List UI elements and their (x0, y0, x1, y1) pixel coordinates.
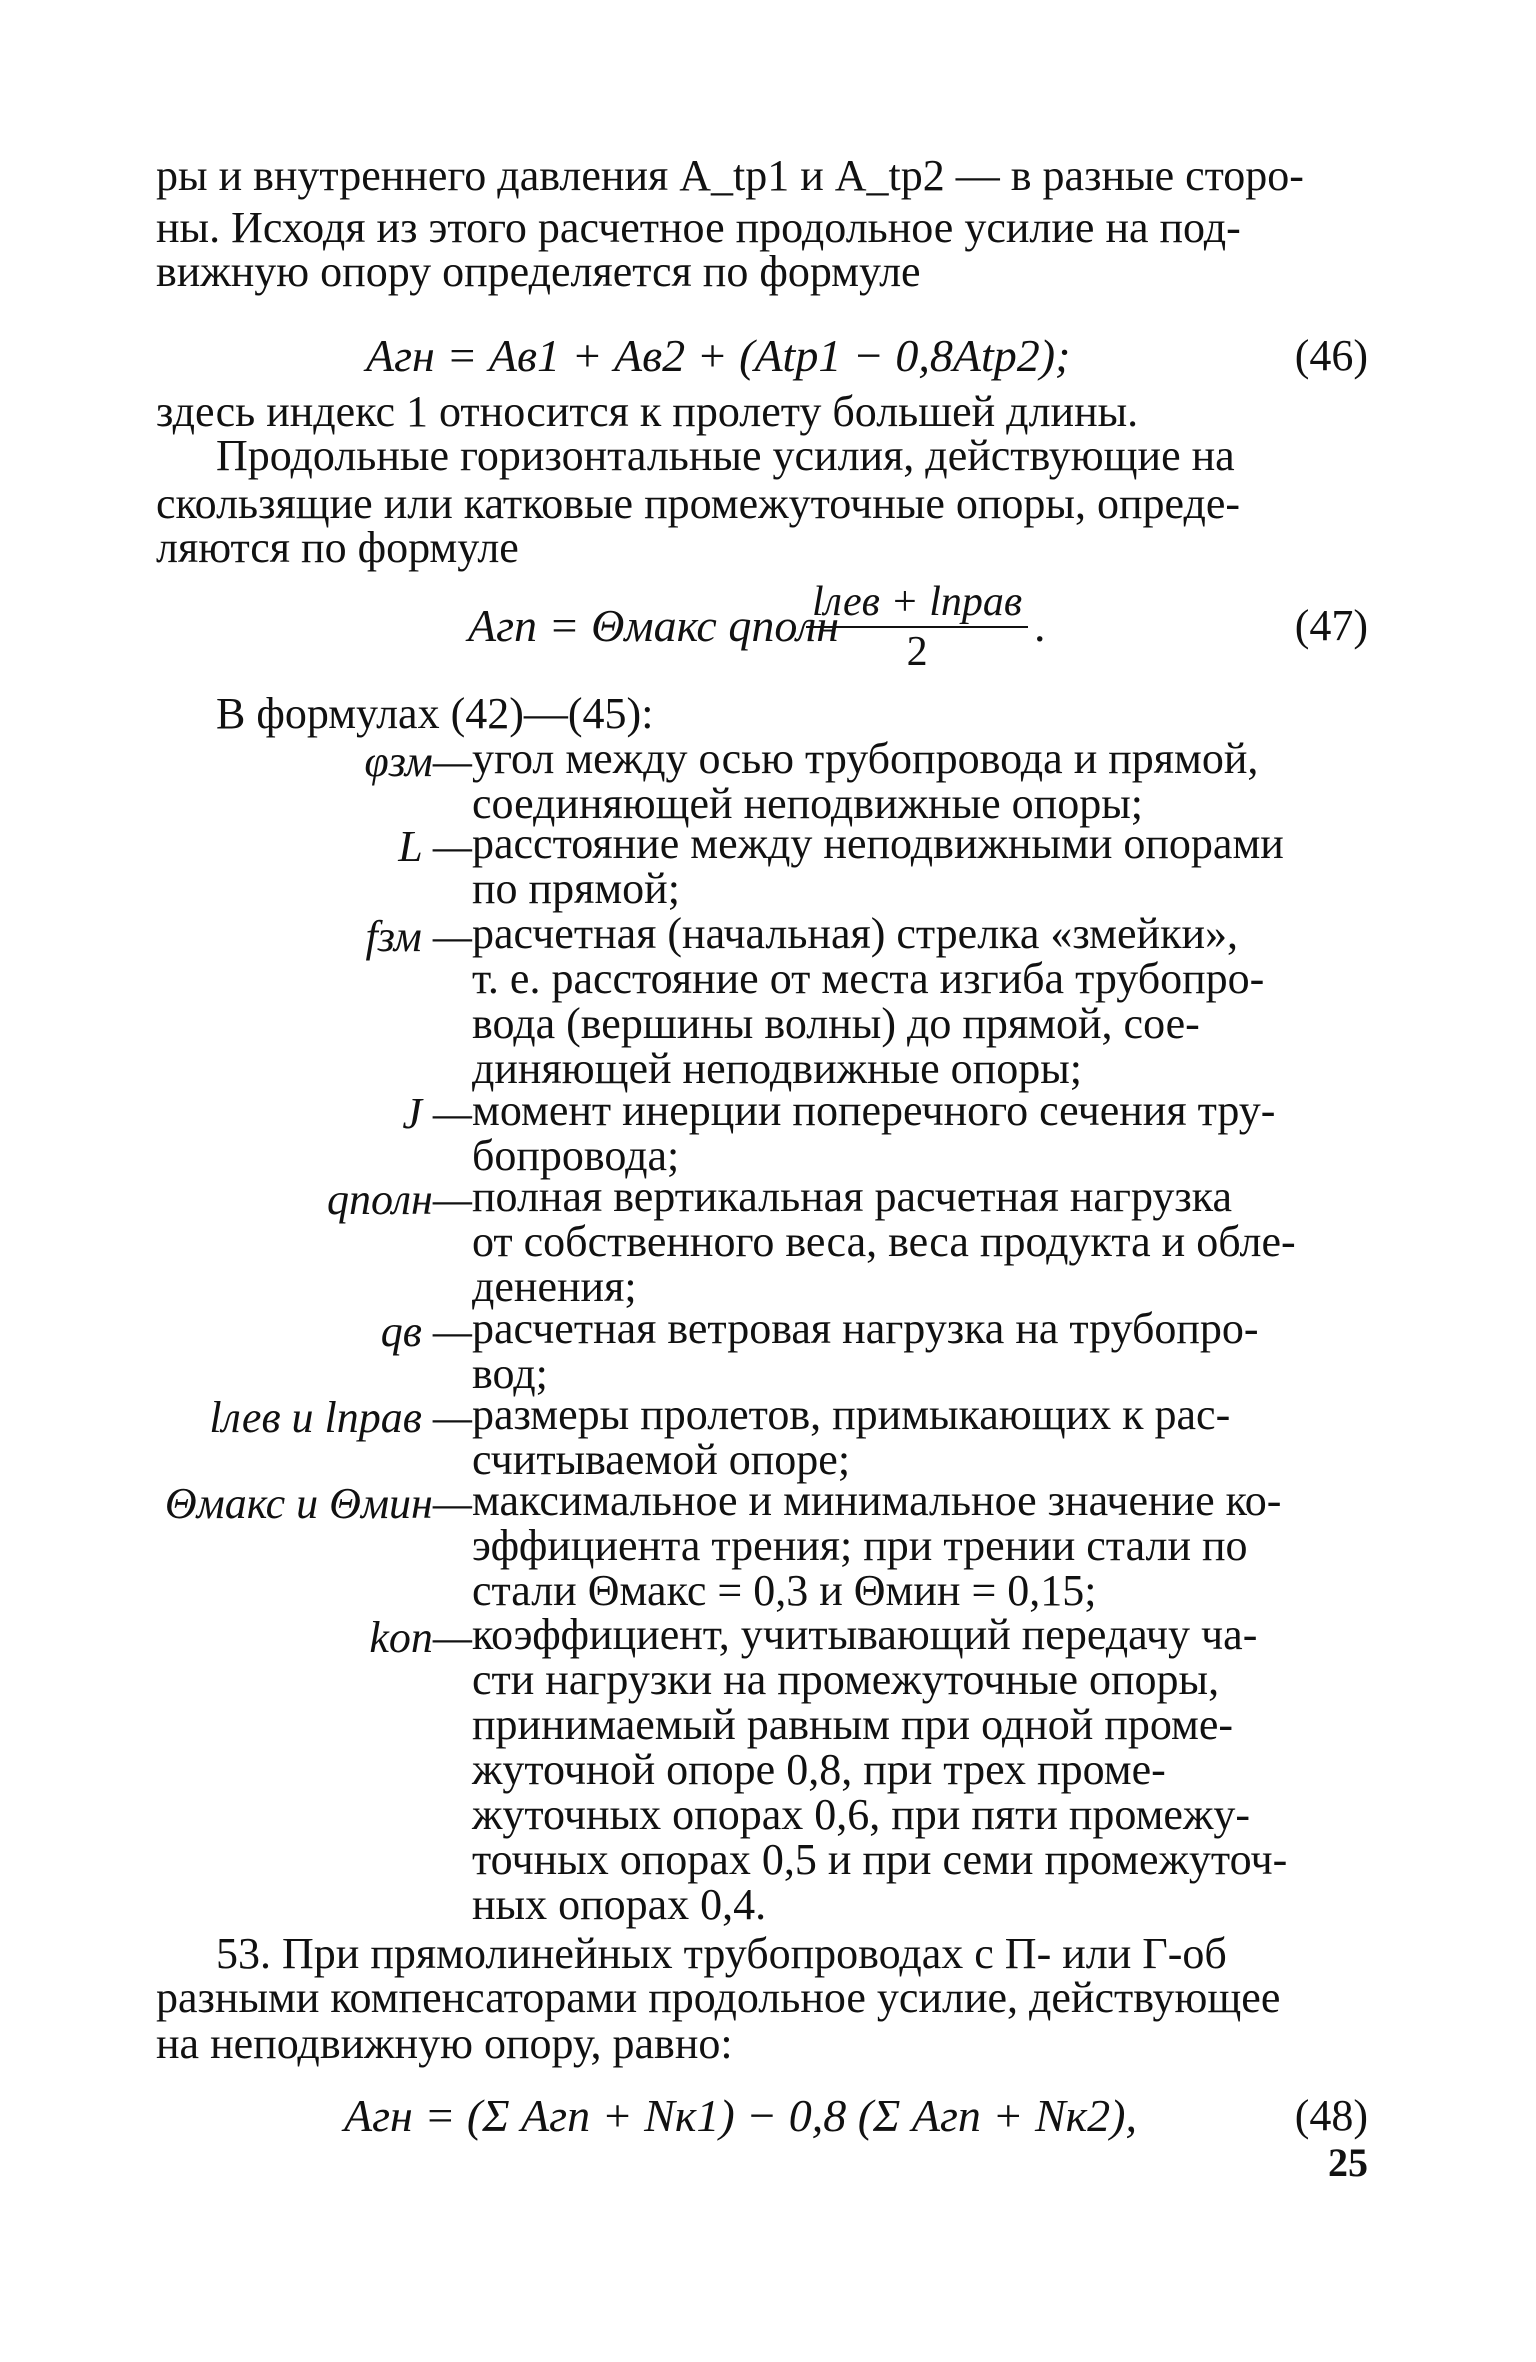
def-line: диняющей неподвижные опоры; (472, 1044, 1082, 1093)
def-symbol-lengths: lлев и lправ — (209, 1393, 472, 1442)
def-line: коэффициент, учитывающий передачу ча- (472, 1610, 1258, 1659)
formula-46: Aгн = Aв1 + Aв2 + (Atp1 − 0,8Atp2); (366, 330, 1071, 381)
def-line: момент инерции поперечного сечения тру- (472, 1086, 1276, 1135)
para1-line-3: вижную опору определяется по формуле (156, 247, 921, 296)
def-symbol-phi: φзм— (364, 737, 472, 786)
def-line: т. е. расстояние от места изгиба трубопро- (472, 954, 1265, 1003)
def-symbol-fzm: fзм — (365, 912, 472, 961)
def-line: жуточных опорах 0,6, при пяти промежу- (472, 1790, 1251, 1839)
def-symbol-kop: kоп— (369, 1613, 472, 1662)
formula-47-tail: . (1034, 600, 1046, 651)
def-line: полная вертикальная расчетная нагрузка (472, 1172, 1232, 1221)
def-line: расстояние между неподвижными опорами (472, 819, 1284, 868)
def-line: расчетная ветровая нагрузка на трубопро- (472, 1304, 1259, 1353)
def-symbol-theta: Θмакс и Θмин— (164, 1479, 472, 1528)
def-line: по прямой; (472, 864, 680, 913)
page-number: 25 (1328, 2140, 1368, 2185)
def-line: эффициента трения; при трении стали по (472, 1521, 1248, 1570)
para1-line-2: ны. Исходя из этого расчетное продольное усилие на под- (156, 203, 1241, 252)
para2-line: здесь индекс 1 относится к пролету большей длины. (156, 387, 1139, 436)
def-symbol-L: L — (398, 822, 472, 871)
formulas-intro: В формулах (42)—(45): (216, 689, 654, 738)
def-line: вод; (472, 1349, 548, 1398)
def-line: вода (вершины волны) до прямой, сое- (472, 999, 1200, 1048)
para3-line-2: скользящие или катковые промежуточные опоры, опреде- (156, 479, 1241, 528)
def-line: денения; (472, 1262, 637, 1311)
def-line: стали Θмакс = 0,3 и Θмин = 0,15; (472, 1566, 1097, 1615)
def-line: расчетная (начальная) стрелка «змейки», (472, 909, 1239, 958)
formula-48: Aгн = (Σ Aгп + Nк1) − 0,8 (Σ Aгп + Nк2), (344, 2090, 1137, 2141)
def-symbol-qv: qв — (380, 1307, 472, 1356)
def-symbol-J: J — (402, 1089, 472, 1138)
para53-line-2: разными компенсаторами продольное усилие, действующее (156, 1973, 1281, 2022)
def-line: угол между осью трубопровода и прямой, (472, 734, 1259, 783)
def-line: жуточной опоре 0,8, при трех проме- (472, 1745, 1166, 1794)
def-line: размеры пролетов, примыкающих к рас- (472, 1390, 1231, 1439)
fraction-numerator: lлев + lправ (806, 578, 1028, 628)
equation-number-46: (46) (1294, 331, 1368, 380)
def-symbol-qpoln: qполн— (326, 1175, 472, 1224)
def-line: считываемой опоре; (472, 1435, 851, 1484)
equation-number-47: (47) (1294, 601, 1368, 650)
para53-line-1: 53. При прямолинейных трубопроводах с П- или Г-об (216, 1929, 1227, 1978)
def-line: сти нагрузки на промежуточные опоры, (472, 1655, 1220, 1704)
equation-number-48: (48) (1294, 2091, 1368, 2140)
para3-line-3: ляются по формуле (156, 523, 519, 572)
formula-47-lhs: Aгп = Θмакс qполн (468, 600, 840, 651)
para53-line-3: на неподвижную опору, равно: (156, 2019, 733, 2068)
def-line: точных опорах 0,5 и при семи промежуточ- (472, 1835, 1288, 1884)
para1-line-1: ры и внутреннего давления A_tp1 и A_tp2 — в разные сторо- (156, 151, 1304, 200)
def-line: соединяющей неподвижные опоры; (472, 779, 1143, 828)
def-line: принимаемый равным при одной проме- (472, 1700, 1234, 1749)
def-line: максимальное и минимальное значение ко- (472, 1476, 1282, 1525)
fraction-denominator: 2 (906, 629, 928, 675)
def-line: ных опорах 0,4. (472, 1880, 767, 1929)
formula-47-fraction (806, 578, 1028, 676)
def-line: от собственного веса, веса продукта и обле- (472, 1217, 1296, 1266)
def-line: бопровода; (472, 1131, 680, 1180)
para3-line-1: Продольные горизонтальные усилия, действующие на (216, 431, 1235, 480)
